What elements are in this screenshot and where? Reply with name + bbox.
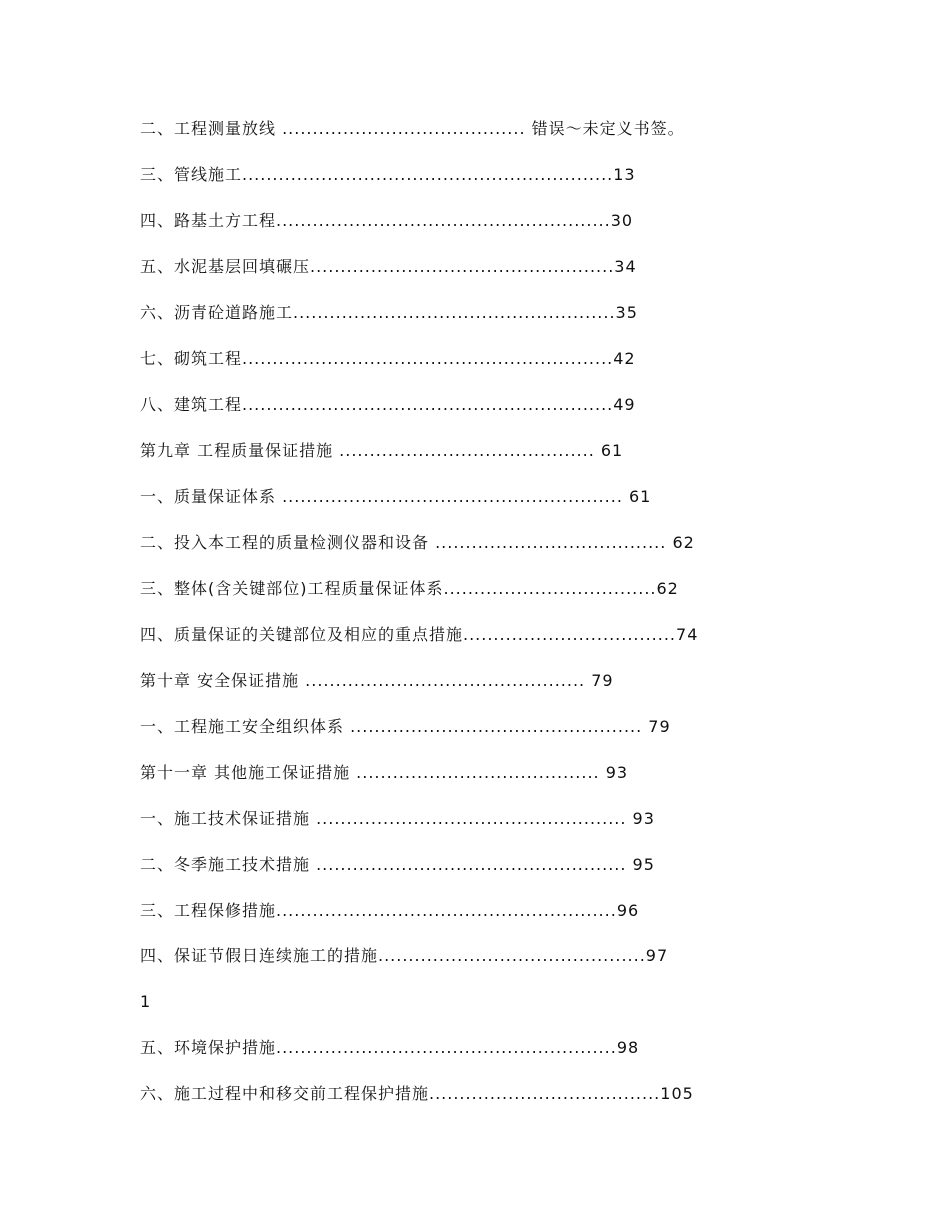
toc-entry: 三、整体(含关键部位)工程质量保证体系...................................62 [140, 579, 679, 598]
toc-entry: 三、管线施工.............................................................13 [140, 165, 636, 184]
page-number: 1 [140, 992, 152, 1011]
toc-entry: 四、质量保证的关键部位及相应的重点措施...................................74 [140, 625, 699, 644]
toc-entry: 六、施工过程中和移交前工程保护措施......................................105 [140, 1084, 694, 1103]
toc-entry: 四、路基土方工程.......................................................30 [140, 211, 634, 230]
toc-entry: 六、沥青砼道路施工.....................................................35 [140, 303, 638, 322]
toc-entry: 一、工程施工安全组织体系 ................................................ 79 [140, 717, 671, 736]
toc-entry: 五、环境保护措施........................................................98 [140, 1038, 640, 1057]
toc-entry: 五、水泥基层回填碾压..................................................34 [140, 257, 637, 276]
toc-entry: 七、砌筑工程.............................................................42 [140, 349, 636, 368]
toc-chapter-heading: 第十一章 其他施工保证措施 ........................................ 93 [140, 763, 629, 782]
toc-chapter-heading: 第九章 工程质量保证措施 .......................................... 61 [140, 441, 624, 460]
toc-entry: 二、冬季施工技术措施 ................................................... 95 [140, 855, 655, 874]
toc-entry: 二、工程测量放线 ........................................ 错误～未定义书签。 [140, 119, 685, 138]
toc-entry: 一、施工技术保证措施 ................................................... 93 [140, 809, 655, 828]
toc-entry: 三、工程保修措施........................................................96 [140, 901, 640, 920]
toc-entry: 一、质量保证体系 ........................................................ 61 [140, 487, 652, 506]
toc-entry: 八、建筑工程.............................................................49 [140, 395, 636, 414]
toc-chapter-heading: 第十章 安全保证措施 .............................................. 79 [140, 671, 614, 690]
toc-entry: 二、投入本工程的质量检测仪器和设备 ...................................... 62 [140, 533, 695, 552]
toc-entry: 四、保证节假日连续施工的措施............................................97 [140, 946, 669, 965]
